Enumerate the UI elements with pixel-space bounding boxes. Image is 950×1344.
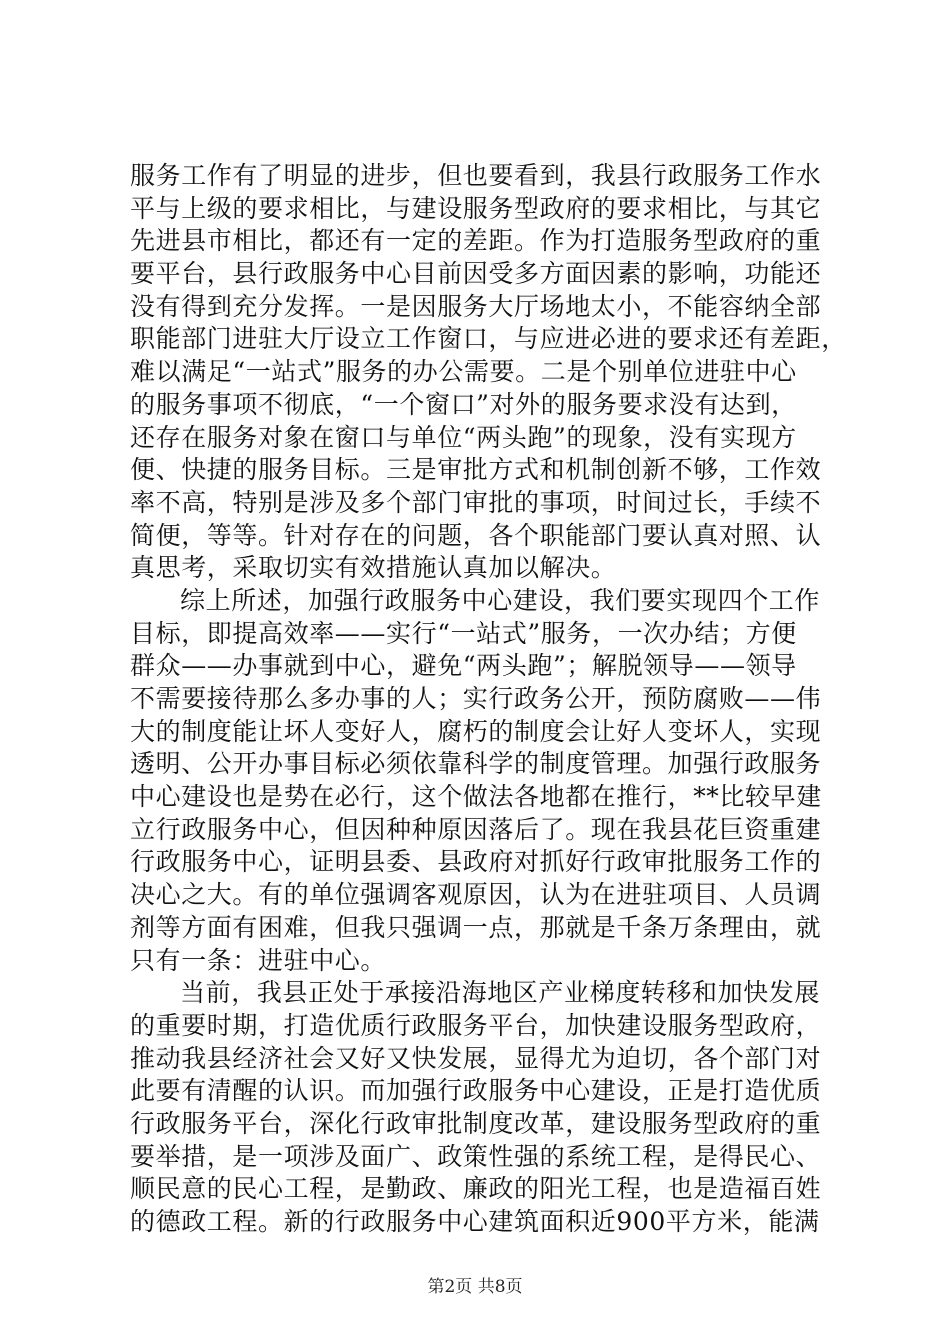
text-line: 透明、公开办事目标必须依靠科学的制度管理。加强行政服务 <box>130 749 822 779</box>
text-line: 的重要时期，打造优质行政服务平台，加快建设服务型政府， <box>130 1010 822 1040</box>
text-line: 行政服务平台，深化行政审批制度改革，建设服务型政府的重 <box>130 1108 822 1138</box>
text-line: 大的制度能让坏人变好人，腐朽的制度会让好人变坏人，实现 <box>130 716 822 746</box>
text-line: 推动我县经济社会又好又快发展，显得尤为迫切，各个部门对 <box>130 1043 822 1073</box>
text-line: 平与上级的要求相比，与建设服务型政府的要求相比，与其它 <box>130 193 822 223</box>
text-line: 立行政服务中心，但因种种原因落后了。现在我县花巨资重建 <box>130 814 822 844</box>
text-line: 只有一条：进驻中心。 <box>130 945 387 975</box>
text-line: 剂等方面有困难，但我只强调一点，那就是千条万条理由，就 <box>130 912 822 942</box>
text-line: 简便，等等。针对存在的问题，各个职能部门要认真对照、认 <box>130 520 822 550</box>
text-line: 服务工作有了明显的进步，但也要看到，我县行政服务工作水 <box>130 161 822 190</box>
text-line: 率不高，特别是涉及多个部门审批的事项，时间过长，手续不 <box>130 487 822 517</box>
page-footer: 第2页 共8页 <box>427 1277 523 1297</box>
text-line: 先进县市相比，都还有一定的差距。作为打造服务型政府的重 <box>130 226 822 256</box>
text-line: 没有得到充分发挥。一是因服务大厅场地太小，不能容纳全部 <box>130 291 822 321</box>
text-line: 群众——办事就到中心，避免“两头跑”；解脱领导——领导 <box>130 651 797 681</box>
text-line: 便、快捷的服务目标。三是审批方式和机制创新不够，工作效 <box>130 455 822 485</box>
text-line: 的服务事项不彻底，“一个窗口”对外的服务要求没有达到， <box>130 389 797 419</box>
body-text <box>130 160 847 1239</box>
text-line: 难以满足“一站式”服务的办公需要。二是个别单位进驻中心 <box>130 357 797 387</box>
text-line: 目标，即提高效率——实行“一站式”服务，一次办结；方便 <box>130 618 797 648</box>
text-line: 还存在服务对象在窗口与单位“两头跑”的现象，没有实现方 <box>130 422 797 452</box>
text-line: 职能部门进驻大厅设立工作窗口，与应进必进的要求还有差距， <box>130 324 847 354</box>
text-line: 行政服务中心，证明县委、县政府对抓好行政审批服务工作的 <box>130 847 822 877</box>
text-line: 当前，我县正处于承接沿海地区产业梯度转移和加快发展 <box>180 978 821 1008</box>
text-line: 顺民意的民心工程，是勤政、廉政的阳光工程，也是造福百姓 <box>130 1174 822 1204</box>
text-line: 此要有清醒的认识。而加强行政服务中心建设，正是打造优质 <box>130 1076 822 1106</box>
text-line: 真思考，采取切实有效措施认真加以解决。 <box>130 553 617 583</box>
text-line: 要举措，是一项涉及面广、政策性强的系统工程，是得民心、 <box>130 1141 822 1171</box>
text-line: 的德政工程。新的行政服务中心建筑面积近900平方米，能满 <box>130 1207 820 1236</box>
text-line: 要平台，县行政服务中心目前因受多方面因素的影响，功能还 <box>130 259 822 289</box>
text-line: 决心之大。有的单位强调客观原因，认为在进驻项目、人员调 <box>130 880 822 910</box>
text-line: 综上所述，加强行政服务中心建设，我们要实现四个工作 <box>180 585 821 615</box>
text-line: 不需要接待那么多办事的人；实行政务公开，预防腐败——伟 <box>130 684 822 713</box>
text-line: 中心建设也是势在必行，这个做法各地都在推行，**比较早建 <box>130 782 822 812</box>
